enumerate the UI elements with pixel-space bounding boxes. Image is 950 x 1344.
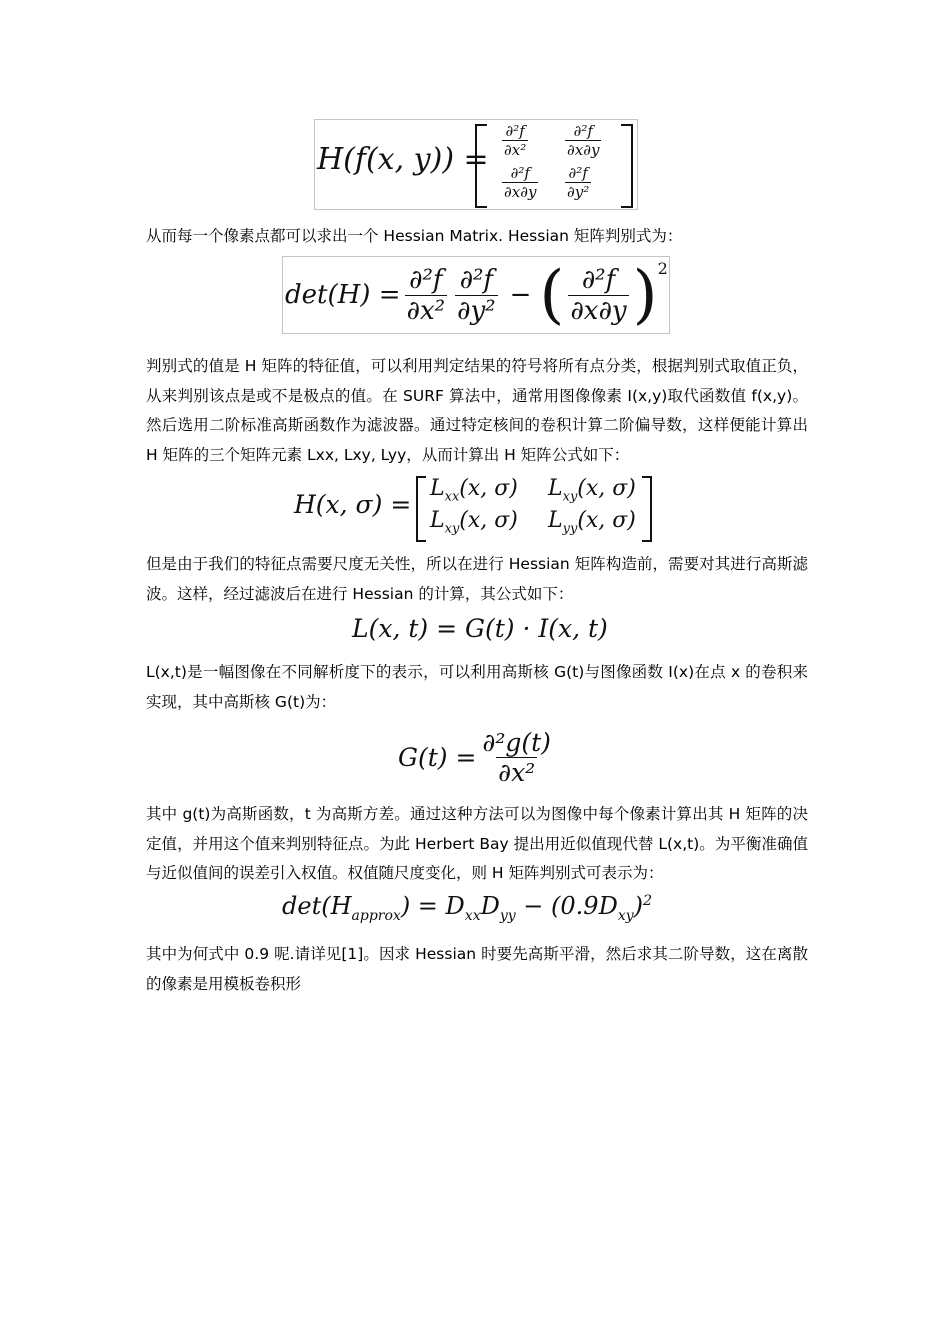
right-bracket: [621, 124, 633, 208]
determinant-equation: [282, 256, 670, 334]
minus-sign: −: [509, 280, 532, 310]
gaussian-lhs: G(t) =: [398, 742, 477, 772]
hessian-scale-lhs: H(x, σ) =: [294, 490, 412, 519]
fraction-1: $\frac{\text{∂²f}}{\text{∂x²}}$: [406, 264, 446, 326]
matrix-cell-11: $L_{xx}(x$, σ): [430, 476, 518, 505]
matrix-cell-22: $L_{yy}(x$, σ): [548, 508, 636, 537]
left-paren: (: [539, 258, 565, 332]
paragraph-3: 但是由于我们的特征点需要尺度无关性，所以在进行 Hessian 矩阵构造前，需要对其进行高斯滤波。这样，经过滤波后在进行 Hessian 的计算，其公式如下：: [146, 555, 808, 603]
det-lhs: det(H) =: [285, 280, 401, 310]
matrix-cell-21: $\frac{\text{∂²f}}{\partial x\partial y}$: [504, 164, 537, 201]
convolution-equation: L(x, t) = G(t) · I(x, t): [352, 614, 608, 643]
gaussian-kernel-equation: [398, 722, 558, 792]
approx-determinant-equation: $\det(H_{approx}) = D_{xx}D_{yy} - (0.9D_{xy})^2$: [282, 892, 653, 924]
left-bracket: [475, 124, 487, 208]
right-paren: ): [632, 258, 658, 332]
matrix-cell-21: $L_{xy}(x$, σ): [430, 508, 518, 537]
fraction-3: $\frac{\text{∂²f}}{\partial x\partial y}$: [570, 264, 627, 326]
exponent: 2: [657, 259, 668, 278]
hessian-matrix-equation: [314, 119, 638, 210]
paragraph-6: 其中为何式中 0.9 呢.请详见[1]。因求 Hessian 时要先高斯平滑，然后求其二阶导数，这在离散的像素是用模板卷积形: [146, 945, 808, 993]
paragraph-2: 判别式的值是 H 矩阵的特征值，可以利用判定结果的符号将所有点分类，根据判别式取值正负，从来判别该点是或不是极点的值。在 SURF 算法中，通常用图像像素 I(x,y)取代函数值 f(x,y)。然后选用二阶标准高斯函数作为滤波器。通过特定核间的卷积计算二阶偏导数，这样便能计算出 H 矩阵的三个矩阵元素 Lxx, Lxy, Lyy，从而计算出 H 矩阵公式如下：: [146, 357, 808, 464]
gaussian-fraction: $\frac{\text{∂²g(t)}}{\text{∂x²}}$: [482, 727, 551, 787]
matrix-cell-22: $\frac{\text{∂²f}}{\text{∂y²}}$: [567, 164, 590, 201]
left-bracket: [416, 476, 426, 542]
matrix-cell-12: $\frac{\text{∂²f}}{\partial x\partial y}$: [567, 122, 600, 159]
matrix-cell-12: $L_{xy}(x$, σ): [548, 476, 636, 505]
hessian-scale-equation: [294, 474, 664, 540]
paragraph-5: 其中 g(t)为高斯函数，t 为高斯方差。通过这种方法可以为图像中每个像素计算出其 H 矩阵的决定值，并用这个值来判别特征点。为此 Herbert Bay 提出用近似值现代替 L(x,t)。为平衡准确值与近似值间的误差引入权值。权值随尺度变化，则 H 矩阵判别式可表示为：: [146, 805, 808, 882]
right-bracket: [642, 476, 652, 542]
paragraph-4: L(x,t)是一幅图像在不同解析度下的表示，可以利用高斯核 G(t)与图像函数 I(x)在点 x 的卷积来实现，其中高斯核 G(t)为：: [146, 663, 808, 711]
paragraph-1: 从而每一个像素点都可以求出一个 Hessian Matrix. Hessian 矩阵判别式为：: [146, 227, 683, 245]
matrix-cell-11: $\frac{\text{∂²f}}{\text{∂x²}}$: [504, 122, 527, 159]
hessian-lhs: H(f(x, y)) =: [317, 142, 489, 177]
fraction-2: $\frac{\text{∂²f}}{\text{∂y²}}$: [457, 264, 496, 326]
